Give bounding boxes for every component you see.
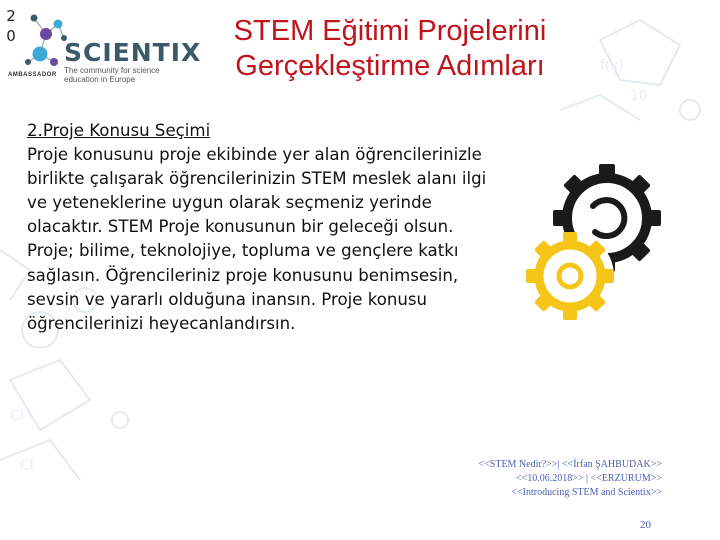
logo-tagline: The community for science education in Europe (64, 66, 160, 84)
year-digit: 2 (6, 7, 16, 25)
title-line: Gerçekleştirme Adımları (235, 50, 545, 82)
footer-line: <<10.06.2018>> | <<ERZURUM>> (515, 473, 662, 484)
body-text: Proje konusunu proje ekibinde yer alan öğrencilerinizle birlikte çalışarak öğrencilerinizin STEM meslek alanı ilgi ve yeteneklerine uygun olarak seçmeniz yerinde olacaktır. STEM Proje konusunun bir geleceği olsun. Proje; bilime, teknolojiye, topluma ve gençlere katkı sağlasın. Öğrencileriniz proje konusunu benimsesin, sevsin ve yararlı olduğuna inansın. Proje konusu öğrencilerinizi heyecanlandırsın. (27, 145, 487, 333)
page-number: 20 (640, 519, 651, 531)
slide-title (190, 14, 590, 84)
title-line: STEM Eğitimi Projelerini (233, 15, 547, 47)
svg-text:Cl: Cl (20, 458, 34, 474)
logo-brand: SCIENTIX (64, 38, 202, 67)
logo-badge: AMBASSADOR (8, 72, 57, 78)
section-heading: 2.Proje Konusu Seçimi (27, 121, 211, 140)
footer-line: <<STEM Nedir?>>| <<İrfan ŞAHBUDAK>> (478, 459, 662, 470)
svg-text:f(x): f(x) (600, 58, 625, 74)
gears-illustration (512, 156, 682, 336)
slide-footer (479, 458, 663, 500)
svg-text:10: 10 (630, 88, 648, 104)
footer-line: <<Introducing STEM and Scientix>> (511, 487, 662, 498)
slide-content (27, 119, 497, 336)
year-digit: 0 (6, 27, 16, 45)
svg-text:Cl: Cl (10, 408, 24, 424)
gears-icon (512, 156, 682, 336)
